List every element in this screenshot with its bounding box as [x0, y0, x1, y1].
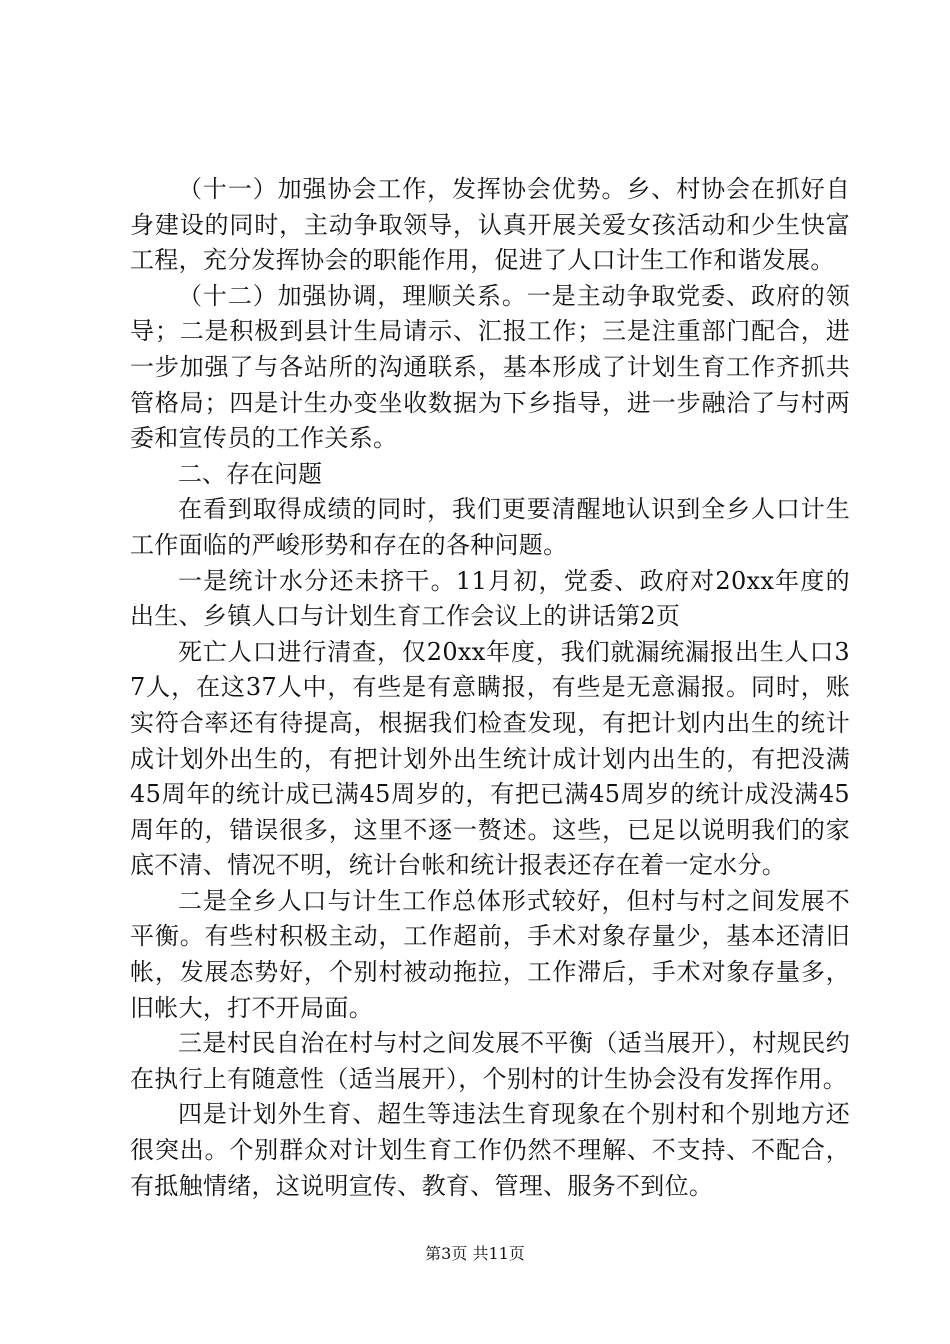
paragraph-problem-4: 四是计划外生育、超生等违法生育现象在个别村和个别地方还很突出。个别群众对计划生育工作仍然不理解、不支持、不配合，有抵触情绪，这说明宣传、教育、管理、服务不到位。	[130, 1100, 850, 1200]
paragraph-problem-1-continued: 死亡人口进行清查，仅20xx年度，我们就漏统漏报出生人口37人，在这37人中，有些是有意瞒报，有些是无意漏报。同时，账实符合率还有待提高，根据我们检查发现，有把计划内出生的统计成计划外出生的，有把计划外出生统计成计划内出生的，有把没满45周年的统计成已满45周岁的，有把已满45周岁的统计成没满45周年的，错误很多，这里不逐一赘述。这些，已足以说明我们的家底不清、情况不明，统计台帐和统计报表还存在着一定水分。	[130, 637, 850, 880]
paragraph-problems-intro: 在看到取得成绩的同时，我们更要清醒地认识到全乡人口计生工作面临的严峻形势和存在的各种问题。	[130, 495, 850, 559]
paragraph-item-12: （十二）加强协调，理顺关系。一是主动争取党委、政府的领导；二是积极到县计生局请示、汇报工作；三是注重部门配合，进一步加强了与各站所的沟通联系，基本形成了计划生育工作齐抓共管格局；四是计生办变坐收数据为下乡指导，进一步融洽了与村两委和宣传员的工作关系。	[130, 281, 850, 453]
document-body	[130, 172, 850, 1204]
paragraph-item-11: （十一）加强协会工作，发挥协会优势。乡、村协会在抓好自身建设的同时，主动争取领导，认真开展关爱女孩活动和少生快富工程，充分发挥协会的职能作用，促进了人口计生工作和谐发展。	[130, 175, 850, 275]
paragraph-problem-1: 一是统计水分还未挤干。11月初，党委、政府对20xx年度的出生、乡镇人口与计划生育工作会议上的讲话第2页	[130, 566, 850, 631]
page-number-footer: 第3页 共11页	[425, 1244, 525, 1263]
paragraph-problem-3: 三是村民自治在村与村之间发展不平衡（适当展开），村规民约在执行上有随意性（适当展开），个别村的计生协会没有发挥作用。	[130, 1029, 850, 1093]
section-heading-problems: 二、存在问题	[178, 459, 322, 488]
paragraph-problem-2: 二是全乡人口与计生工作总体形式较好，但村与村之间发展不平衡。有些村积极主动，工作超前，手术对象存量少，基本还清旧帐，发展态势好，个别村被动拖拉，工作滞后，手术对象存量多，旧帐大，打不开局面。	[130, 886, 850, 1022]
